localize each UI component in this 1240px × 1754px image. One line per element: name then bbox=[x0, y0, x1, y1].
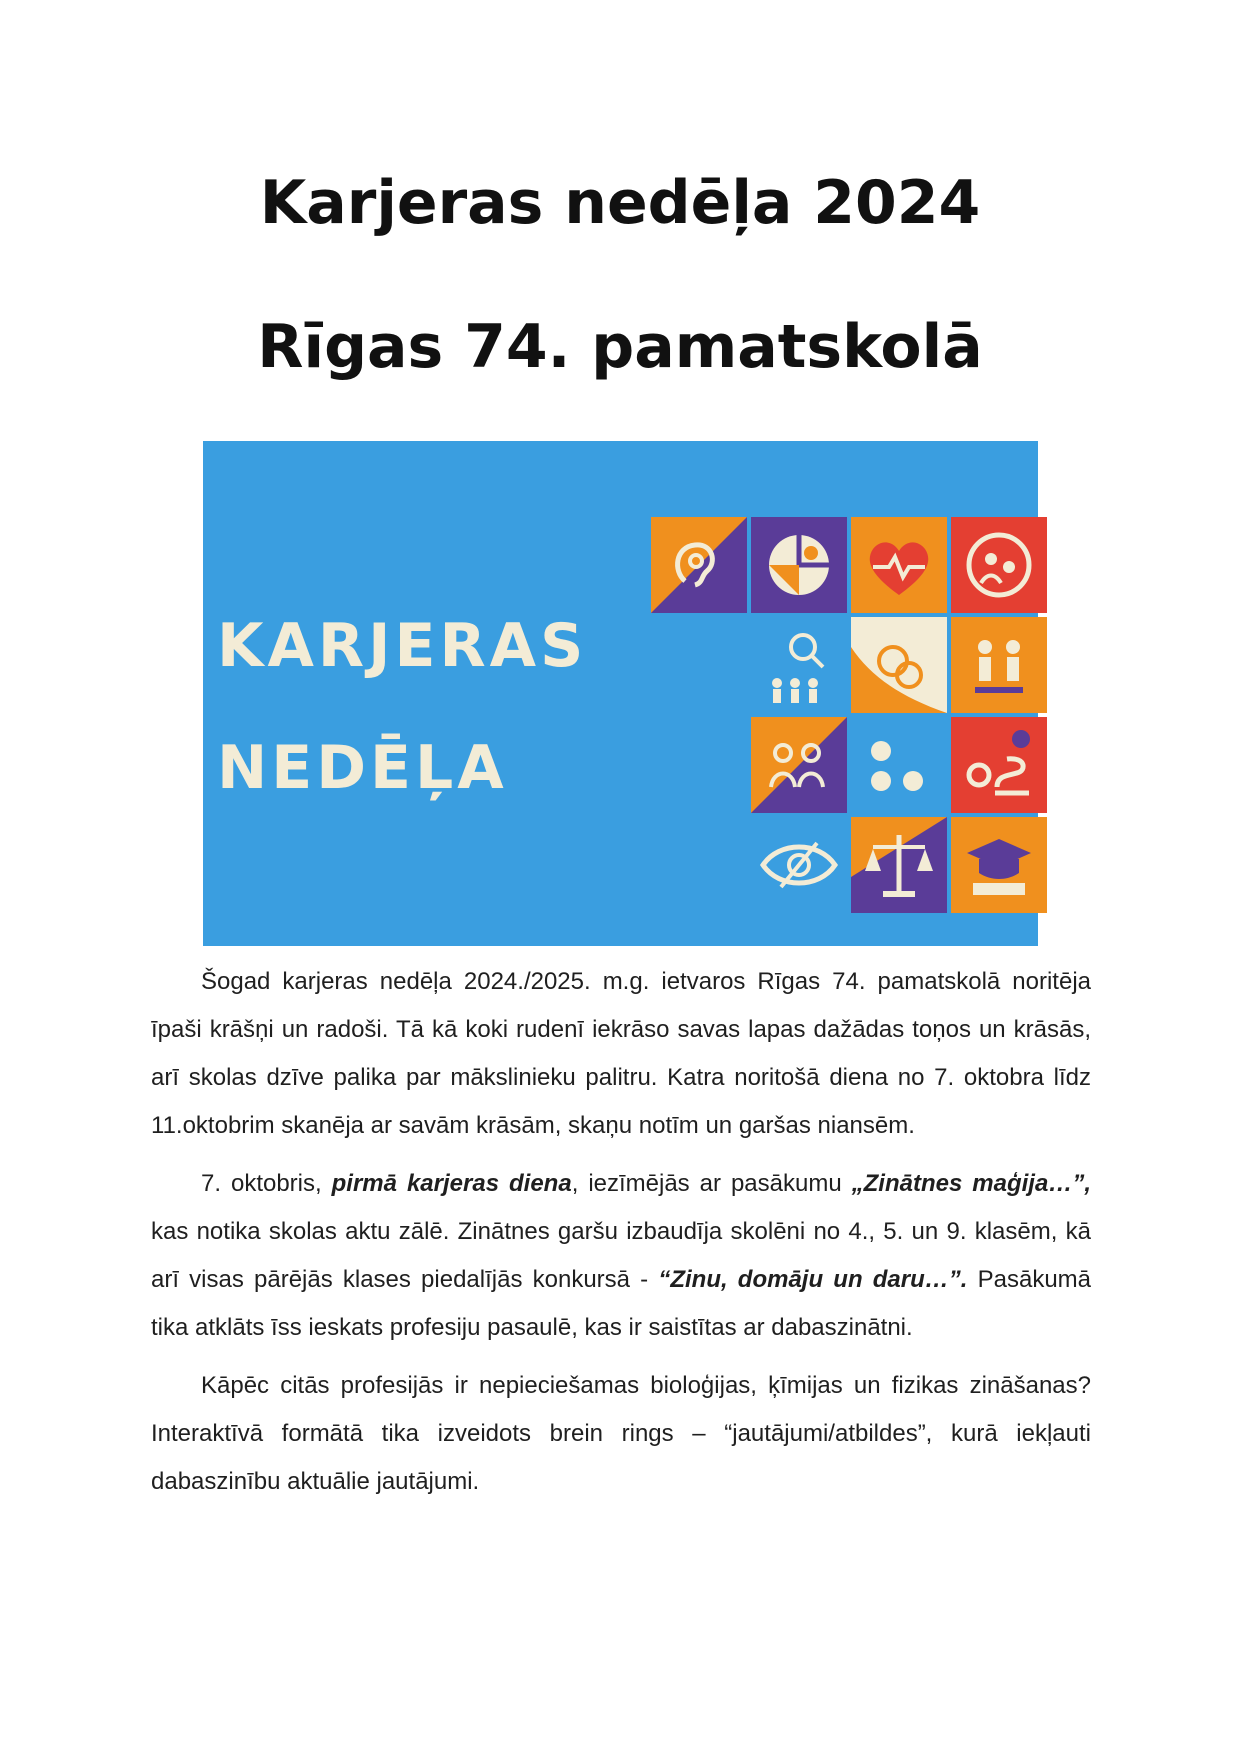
emphasis-event-title: „Zinātnes maģija…”, bbox=[851, 1170, 1091, 1197]
page-subtitle: Rīgas 74. pamatskolā bbox=[257, 312, 983, 382]
emphasis-contest-title: “Zinu, domāju un daru…”. bbox=[658, 1266, 968, 1293]
article-body bbox=[151, 958, 1091, 1516]
career-icon-grid bbox=[651, 517, 1047, 913]
text-run: 7. oktobris, bbox=[201, 1170, 332, 1197]
dots-icon bbox=[851, 717, 947, 813]
puzzle-globe-icon bbox=[751, 517, 847, 613]
faces-icon bbox=[851, 617, 947, 713]
paragraph-intro: Šogad karjeras nedēļa 2024./2025. m.g. ietvaros Rīgas 74. pamatskolā noritēja īpaši krāšņi un radoši. Tā kā koki rudenī iekrāso savas lapas dažādas toņos un krāsās, arī skolas dzīve palika par mākslinieku palitru. Katra noritošā diena no 7. oktobra līdz 11.oktobrim skanēja ar savām krāsām, skaņu notīm un garšas niansēm. bbox=[151, 968, 1091, 1139]
heart-pulse-icon bbox=[851, 517, 947, 613]
route-pin-icon bbox=[951, 717, 1047, 813]
emphasis-first-day: pirmā karjeras diena bbox=[331, 1170, 572, 1197]
ear-icon bbox=[651, 517, 747, 613]
scales-icon bbox=[851, 817, 947, 913]
hero-image bbox=[203, 441, 1038, 946]
empty-tile bbox=[651, 717, 747, 813]
hero-word-karjeras: KARJERAS bbox=[217, 611, 588, 681]
search-people-icon bbox=[751, 617, 847, 713]
hero-word-nedela: NEDĒĻA bbox=[217, 733, 508, 803]
team-icon bbox=[751, 717, 847, 813]
paragraph-brain-ring: Kāpēc citās profesijās ir nepieciešamas bioloģijas, ķīmijas un fizikas zināšanas? Interaktīvā formātā tika izveidots brein rings – “jautājumi/atbildes”, kurā iekļauti dabaszinību aktuālie jautājumi. bbox=[151, 1372, 1091, 1495]
paragraph-october-7 bbox=[151, 1160, 1091, 1352]
empty-tile bbox=[651, 817, 747, 913]
graduation-cap-icon bbox=[951, 817, 1047, 913]
eye-icon bbox=[751, 817, 847, 913]
text-run: , iezīmējās ar pasākumu bbox=[571, 1170, 852, 1197]
text-run: kas notika skolas aktu zālē. Zinātnes garšu izbaudīja skolēni no 4., 5. un 9. klasēm, kā arī visas pārējās klases piedalījās konkursā - bbox=[151, 1218, 1091, 1293]
two-people-icon bbox=[951, 617, 1047, 713]
world-people-icon bbox=[951, 517, 1047, 613]
empty-tile bbox=[651, 617, 747, 713]
text-run: Pasākumā tika atklāts īss ieskats profesiju pasaulē, kas ir saistītas ar dabaszinātni. bbox=[151, 1266, 1092, 1341]
page-title: Karjeras nedēļa 2024 bbox=[259, 168, 981, 238]
